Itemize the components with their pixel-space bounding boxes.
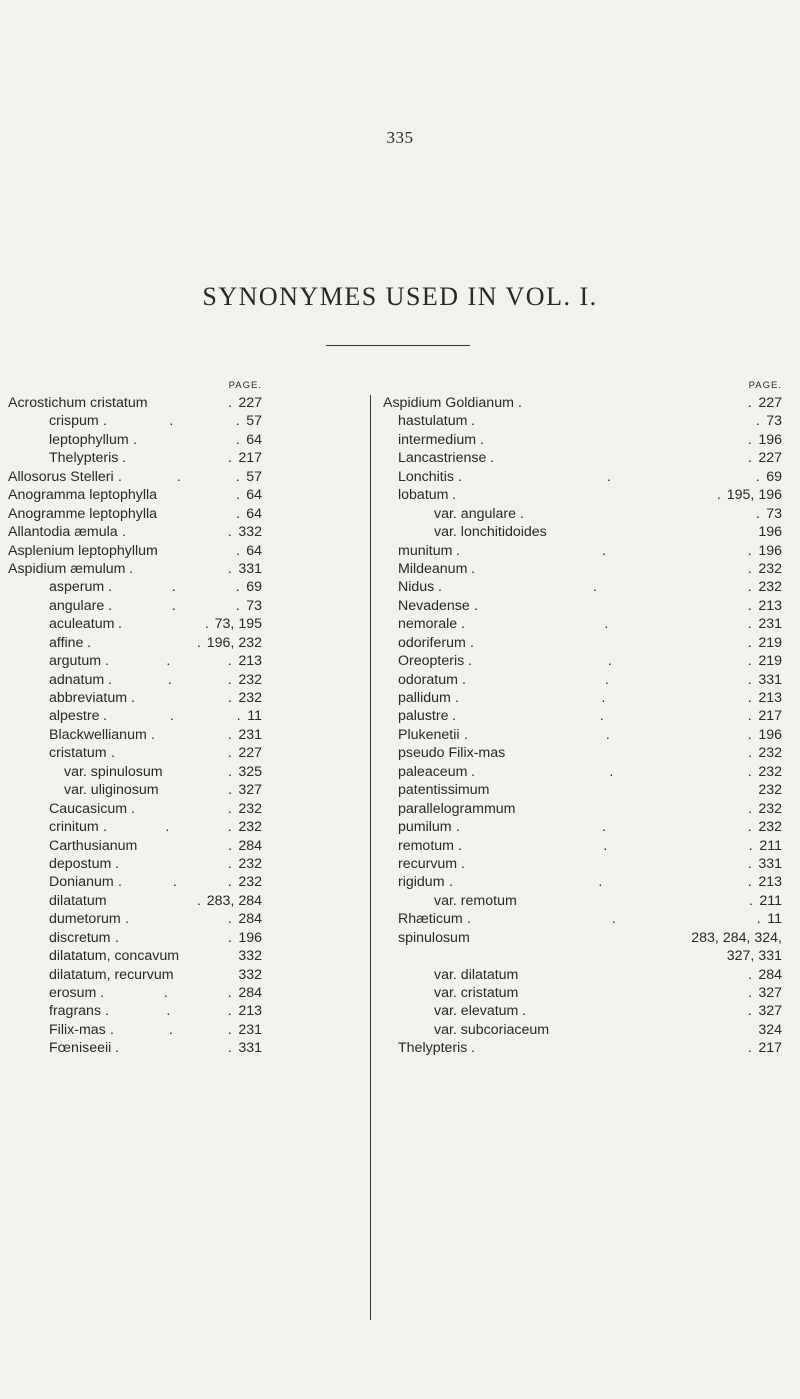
entry-page: 327 bbox=[238, 782, 262, 799]
index-entry bbox=[0, 744, 370, 762]
entry-page: 232 bbox=[758, 819, 782, 836]
entry-page: 73 bbox=[246, 597, 262, 614]
entry-leader-dots: . bbox=[236, 542, 240, 559]
right-column bbox=[372, 378, 800, 1058]
entry-page: 232 bbox=[238, 855, 262, 872]
entry-leader-dots: . . . bbox=[456, 819, 752, 836]
page-number: 335 bbox=[386, 128, 414, 147]
entry-term: dilatatum, concavum bbox=[49, 948, 180, 965]
entry-term: dumetorum bbox=[49, 911, 121, 928]
entry-leader-dots: . . . bbox=[471, 763, 752, 780]
entry-term: leptophyllum bbox=[49, 431, 129, 448]
entry-term: odoratum bbox=[398, 671, 458, 688]
entry-page: 196 bbox=[758, 726, 782, 743]
index-entry bbox=[372, 855, 800, 873]
entry-leader-dots: . . bbox=[151, 726, 232, 743]
entry-term: erosum bbox=[49, 985, 97, 1001]
index-entry bbox=[372, 560, 800, 578]
entry-page: 196 bbox=[758, 524, 782, 541]
entry-term: Thelypteris bbox=[49, 450, 119, 467]
index-entry bbox=[0, 671, 370, 689]
entry-page: 231 bbox=[758, 616, 782, 633]
entry-term: Rhæticum bbox=[398, 911, 463, 928]
right-page-heading bbox=[372, 378, 800, 394]
entry-leader-dots: . bbox=[228, 763, 232, 780]
entry-term: parallelogrammum bbox=[398, 800, 516, 817]
entry-page: 217 bbox=[758, 708, 782, 725]
entry-term: Acrostichum cristatum bbox=[8, 395, 148, 411]
entry-page: 217 bbox=[238, 450, 262, 467]
entry-term: var. angulare bbox=[434, 505, 517, 522]
entry-page: 232 bbox=[238, 874, 262, 891]
entry-page: 332 bbox=[238, 966, 262, 983]
entry-term: Plukenetii bbox=[398, 726, 460, 743]
entry-leader-dots: . . bbox=[471, 560, 752, 577]
entry-leader-dots: . . . bbox=[118, 874, 232, 891]
entry-term: remotum bbox=[398, 837, 454, 854]
entry-leader-dots: . . bbox=[470, 634, 752, 651]
index-entry bbox=[372, 412, 800, 430]
entry-page: 232 bbox=[758, 782, 782, 799]
index-entry bbox=[0, 689, 370, 707]
entry-page: 232 bbox=[238, 671, 262, 688]
index-entry bbox=[0, 578, 370, 596]
index-entry bbox=[0, 929, 370, 947]
index-entry bbox=[0, 652, 370, 670]
entry-leader-dots: . . bbox=[518, 395, 752, 411]
entry-term: Anogramma leptophylla bbox=[8, 487, 158, 504]
entry-page: 327 bbox=[758, 1003, 782, 1020]
index-entry bbox=[0, 486, 370, 504]
left-page-heading-label: PAGE. bbox=[228, 380, 262, 391]
index-entry bbox=[372, 542, 800, 560]
entry-term: patentissimum bbox=[398, 782, 490, 799]
entry-term: Donianum bbox=[49, 874, 114, 891]
entry-term: discretum bbox=[49, 929, 111, 946]
entry-leader-dots: . . . bbox=[110, 1021, 232, 1038]
entry-leader-dots: . . bbox=[480, 431, 752, 448]
entry-leader-dots: . . bbox=[129, 560, 232, 577]
entry-term: affine bbox=[49, 634, 84, 651]
entry-term: var. subcoriaceum bbox=[434, 1021, 550, 1038]
entry-page: 219 bbox=[758, 653, 782, 670]
entry-page: 64 bbox=[246, 542, 262, 559]
entry-leader-dots: . . bbox=[115, 1040, 232, 1057]
entry-leader-dots: . . bbox=[452, 487, 721, 504]
entry-page: 232 bbox=[238, 800, 262, 817]
index-entry bbox=[372, 394, 800, 412]
entry-page: 211 bbox=[759, 892, 782, 909]
entry-term: Aspidium æmulum bbox=[8, 560, 126, 577]
index-entry bbox=[0, 707, 370, 725]
index-entry bbox=[0, 431, 370, 449]
entry-leader-dots: . . bbox=[125, 911, 232, 928]
entry-page: 211 bbox=[759, 837, 782, 854]
entry-leader-dots: . bbox=[748, 745, 752, 762]
entry-page: 232 bbox=[758, 763, 782, 780]
entry-page: 64 bbox=[246, 431, 262, 448]
index-entry bbox=[372, 726, 800, 744]
entry-term: Oreopteris bbox=[398, 653, 465, 670]
entry-leader-dots: . . . bbox=[438, 579, 752, 596]
entry-leader-dots: . . . bbox=[118, 468, 240, 485]
index-entry bbox=[0, 947, 370, 965]
entry-term: Filix-mas bbox=[49, 1021, 106, 1038]
entry-term: var. spinulosum bbox=[64, 763, 163, 780]
entry-term: paleaceum bbox=[398, 763, 468, 780]
entry-leader-dots: . . . bbox=[108, 597, 240, 614]
entry-leader-dots: . . bbox=[461, 855, 752, 872]
index-entry bbox=[0, 542, 370, 560]
entry-term: Aspidium Goldianum bbox=[383, 395, 514, 411]
index-entry bbox=[372, 652, 800, 670]
index-entry bbox=[372, 837, 800, 855]
right-page-heading-label: PAGE. bbox=[748, 380, 782, 391]
entry-leader-dots: . . bbox=[520, 505, 760, 522]
entry-page: 69 bbox=[246, 579, 262, 596]
index-entry bbox=[0, 763, 370, 781]
index-entry bbox=[372, 505, 800, 523]
index-entry bbox=[372, 892, 800, 910]
entry-term: nemorale bbox=[398, 616, 458, 633]
entry-term: hastulatum bbox=[398, 413, 468, 430]
page-title: SYNONYMES USED IN VOL. I. bbox=[202, 282, 598, 311]
index-entry bbox=[372, 984, 800, 1002]
entry-term: palustre bbox=[398, 708, 449, 725]
index-entry bbox=[0, 1039, 370, 1057]
entry-leader-dots: . bbox=[748, 800, 752, 817]
entry-term: spinulosum bbox=[398, 929, 470, 946]
index-entry bbox=[372, 818, 800, 836]
entry-page: 227 bbox=[238, 395, 262, 411]
index-entry bbox=[0, 800, 370, 818]
entry-leader-dots: . . . bbox=[105, 1003, 232, 1020]
entry-leader-dots: . bbox=[748, 966, 752, 983]
entry-term: Fœniseeii bbox=[49, 1040, 112, 1057]
index-entry bbox=[0, 873, 370, 891]
index-entry bbox=[372, 523, 800, 541]
entry-leader-dots: . . bbox=[474, 597, 752, 614]
entry-leader-dots: . . . bbox=[108, 579, 240, 596]
entry-term: pseudo Filix-mas bbox=[398, 745, 506, 762]
index-entry bbox=[0, 892, 370, 910]
entry-leader-dots: . bbox=[236, 487, 240, 504]
entry-term: fragrans bbox=[49, 1003, 102, 1020]
entry-page: 232 bbox=[758, 579, 782, 596]
entry-term: alpestre bbox=[49, 708, 100, 725]
entry-page: 332 bbox=[238, 524, 262, 541]
entry-page: 69 bbox=[766, 468, 782, 485]
entry-page: 219 bbox=[758, 634, 782, 651]
entry-page: 324 bbox=[758, 1021, 782, 1038]
entry-page: 64 bbox=[246, 487, 262, 504]
entry-page: 231 bbox=[238, 726, 262, 743]
entry-term: Allosorus Stelleri bbox=[8, 468, 114, 485]
entry-term: dilatatum bbox=[49, 892, 107, 909]
entry-leader-dots: . . bbox=[118, 616, 209, 633]
entry-page: 73 bbox=[766, 505, 782, 522]
index-entry bbox=[0, 818, 370, 836]
entry-leader-dots: . . . bbox=[468, 653, 752, 670]
entry-leader-dots: . bbox=[197, 892, 201, 909]
entry-leader-dots: . . . bbox=[100, 985, 232, 1001]
entry-term: Blackwellianum bbox=[49, 726, 147, 743]
entry-page: 11 bbox=[247, 708, 262, 725]
left-column bbox=[0, 378, 370, 1058]
index-entry bbox=[372, 486, 800, 504]
entry-leader-dots: . . bbox=[522, 1003, 752, 1020]
entry-page: 284 bbox=[238, 985, 262, 1001]
entry-term: Mildeanum bbox=[398, 560, 468, 577]
entry-term: var. cristatum bbox=[434, 985, 519, 1001]
entry-page: 284 bbox=[238, 911, 262, 928]
entry-leader-dots: . . . bbox=[455, 690, 752, 706]
entry-term: var. lonchitidoides bbox=[434, 524, 547, 541]
entry-page: 227 bbox=[758, 450, 782, 467]
index-entry bbox=[372, 800, 800, 818]
entry-page: 232 bbox=[238, 819, 262, 836]
index-entry bbox=[372, 1002, 800, 1020]
entry-term: Thelypteris bbox=[398, 1040, 468, 1057]
entry-page: 73, 195 bbox=[214, 616, 262, 633]
entry-page: 331 bbox=[758, 855, 782, 872]
entry-leader-dots: . bbox=[228, 395, 232, 411]
entry-page: 232 bbox=[758, 745, 782, 762]
entry-page: 64 bbox=[246, 505, 262, 522]
entry-leader-dots: . bbox=[748, 985, 752, 1001]
entry-page: 196, 232 bbox=[206, 634, 262, 651]
entry-page: 213 bbox=[758, 597, 782, 614]
entry-page: 232 bbox=[238, 690, 262, 706]
entry-page: 196 bbox=[758, 431, 782, 448]
entry-leader-dots: . . bbox=[471, 413, 760, 430]
index-entry bbox=[372, 910, 800, 928]
entry-page: 327 bbox=[758, 985, 782, 1001]
entry-term: var. dilatatum bbox=[434, 966, 519, 983]
entry-term: Lonchitis bbox=[398, 468, 454, 485]
entry-term: Asplenium leptophyllum bbox=[8, 542, 158, 559]
entry-leader-dots: . . . bbox=[458, 837, 753, 854]
entry-leader-dots: . . . bbox=[108, 671, 232, 688]
entry-term: lobatum bbox=[398, 487, 449, 504]
entry-leader-dots: . . . bbox=[462, 671, 752, 688]
entry-leader-dots: . . bbox=[87, 634, 201, 651]
index-entry bbox=[0, 1021, 370, 1039]
index-entry bbox=[372, 1039, 800, 1057]
index-entry bbox=[0, 468, 370, 486]
entry-term: abbreviatum bbox=[49, 690, 128, 706]
entry-term: pallidum bbox=[398, 690, 451, 706]
entry-leader-dots: . . bbox=[122, 524, 232, 541]
index-entry bbox=[0, 855, 370, 873]
entry-page: 284 bbox=[238, 837, 262, 854]
entry-leader-dots: . . bbox=[490, 450, 752, 467]
entry-page: 57 bbox=[246, 413, 262, 430]
index-entry bbox=[372, 947, 800, 965]
entry-term: Lancastriense bbox=[398, 450, 487, 467]
entry-leader-dots: . . bbox=[111, 745, 232, 762]
entry-leader-dots: . . . bbox=[452, 708, 752, 725]
entry-leader-dots: . . . bbox=[461, 616, 752, 633]
entry-term: depostum bbox=[49, 855, 112, 872]
index-entry bbox=[372, 689, 800, 707]
entry-term: var. remotum bbox=[434, 892, 517, 909]
index-entry bbox=[372, 671, 800, 689]
entry-term: intermedium bbox=[398, 431, 477, 448]
title-rule bbox=[326, 345, 470, 346]
entry-leader-dots: . . bbox=[471, 1040, 752, 1057]
index-entry bbox=[372, 873, 800, 891]
index-entry bbox=[0, 523, 370, 541]
entry-term: Nevadense bbox=[398, 597, 470, 614]
entry-term: Nidus bbox=[398, 579, 435, 596]
index-entry bbox=[372, 1021, 800, 1039]
entry-term: asperum bbox=[49, 579, 105, 596]
entry-term: crispum bbox=[49, 413, 99, 430]
index-entry bbox=[0, 910, 370, 928]
entry-page: 213 bbox=[758, 874, 782, 891]
entry-page: 331 bbox=[758, 671, 782, 688]
entry-term: Caucasicum bbox=[49, 800, 128, 817]
entry-page: 213 bbox=[758, 690, 782, 706]
entry-page: 227 bbox=[758, 395, 782, 411]
entry-page: 213 bbox=[238, 653, 262, 670]
entry-page: 232 bbox=[758, 560, 782, 577]
entry-page: 57 bbox=[246, 468, 262, 485]
entry-page: 73 bbox=[766, 413, 782, 430]
entry-leader-dots: . bbox=[236, 505, 240, 522]
entry-term: odoriferum bbox=[398, 634, 466, 651]
entry-page: 11 bbox=[767, 911, 782, 928]
entry-leader-dots: . . . bbox=[458, 468, 760, 485]
entry-page: 227 bbox=[238, 745, 262, 762]
entry-term: pumilum bbox=[398, 819, 452, 836]
index-entry bbox=[0, 560, 370, 578]
entry-page: 325 bbox=[238, 763, 262, 780]
entry-leader-dots: . . . bbox=[456, 542, 752, 559]
entry-page: 232 bbox=[758, 800, 782, 817]
index-entry bbox=[0, 449, 370, 467]
entry-term: Anogramme leptophylla bbox=[8, 505, 158, 522]
entry-page: 327, 331 bbox=[726, 948, 782, 965]
entry-term: recurvum bbox=[398, 855, 458, 872]
entry-page: 217 bbox=[758, 1040, 782, 1057]
index-entry bbox=[372, 781, 800, 799]
index-entry bbox=[372, 634, 800, 652]
index-entry bbox=[0, 615, 370, 633]
index-entry bbox=[372, 468, 800, 486]
entry-term: dilatatum, recurvum bbox=[49, 966, 174, 983]
left-page-heading bbox=[0, 378, 370, 394]
index-entry bbox=[0, 781, 370, 799]
index-entry bbox=[0, 394, 370, 412]
entry-term: angulare bbox=[49, 597, 105, 614]
index-entry bbox=[372, 707, 800, 725]
entry-term: Carthusianum bbox=[49, 837, 138, 854]
entry-leader-dots: . bbox=[749, 892, 753, 909]
entry-leader-dots: . . . bbox=[467, 911, 761, 928]
entry-term: adnatum bbox=[49, 671, 105, 688]
entry-term: rigidum bbox=[398, 874, 445, 891]
entry-page: 195, 196 bbox=[726, 487, 782, 504]
entry-page: 284 bbox=[758, 966, 782, 983]
entry-page: 283, 284, 324, bbox=[691, 929, 782, 946]
entry-term: munitum bbox=[398, 542, 453, 559]
entry-leader-dots: . . . bbox=[105, 653, 232, 670]
entry-leader-dots: . . . bbox=[103, 819, 232, 836]
entry-page: 196 bbox=[238, 929, 262, 946]
entry-page: 196 bbox=[758, 542, 782, 559]
entry-leader-dots: . . . bbox=[449, 874, 752, 891]
index-entry bbox=[372, 597, 800, 615]
entry-term: aculeatum bbox=[49, 616, 115, 633]
entry-page: 331 bbox=[238, 560, 262, 577]
entry-leader-dots: . . bbox=[115, 855, 232, 872]
index-entry bbox=[372, 578, 800, 596]
entry-term: cristatum bbox=[49, 745, 107, 762]
entry-leader-dots: . . . bbox=[464, 726, 752, 743]
entry-term: var. elevatum bbox=[434, 1003, 519, 1020]
entry-page: 213 bbox=[238, 1003, 262, 1020]
column-divider bbox=[370, 395, 371, 1320]
index-entry bbox=[372, 929, 800, 947]
entry-page: 283, 284 bbox=[206, 892, 262, 909]
index-entry bbox=[372, 744, 800, 762]
index-entry bbox=[372, 763, 800, 781]
entry-leader-dots: . . bbox=[131, 800, 232, 817]
entry-term: Allantodia æmula bbox=[8, 524, 118, 541]
entry-leader-dots: . . . bbox=[103, 708, 241, 725]
index-entry bbox=[0, 505, 370, 523]
index-entry bbox=[372, 449, 800, 467]
entry-leader-dots: . bbox=[228, 837, 232, 854]
entry-term: argutum bbox=[49, 653, 102, 670]
index-entry bbox=[0, 1002, 370, 1020]
entry-page: 331 bbox=[238, 1040, 262, 1057]
entry-term: crinitum bbox=[49, 819, 99, 836]
index-entry bbox=[372, 615, 800, 633]
entry-leader-dots: . . bbox=[133, 431, 240, 448]
index-entry bbox=[372, 431, 800, 449]
index-entry bbox=[0, 412, 370, 430]
entry-leader-dots: . . bbox=[115, 929, 232, 946]
index-entry bbox=[0, 726, 370, 744]
index-entry bbox=[0, 597, 370, 615]
entry-page: 231 bbox=[238, 1021, 262, 1038]
entry-leader-dots: . . bbox=[122, 450, 232, 467]
index-entry bbox=[0, 984, 370, 1002]
index-entry bbox=[0, 634, 370, 652]
entry-leader-dots: . bbox=[228, 782, 232, 799]
entry-leader-dots: . . . bbox=[103, 413, 240, 430]
entry-page: 332 bbox=[238, 948, 262, 965]
entry-leader-dots: . . bbox=[131, 690, 232, 706]
index-entry bbox=[0, 966, 370, 984]
index-entry bbox=[0, 837, 370, 855]
entry-term: var. uliginosum bbox=[64, 782, 159, 799]
index-entry bbox=[372, 966, 800, 984]
